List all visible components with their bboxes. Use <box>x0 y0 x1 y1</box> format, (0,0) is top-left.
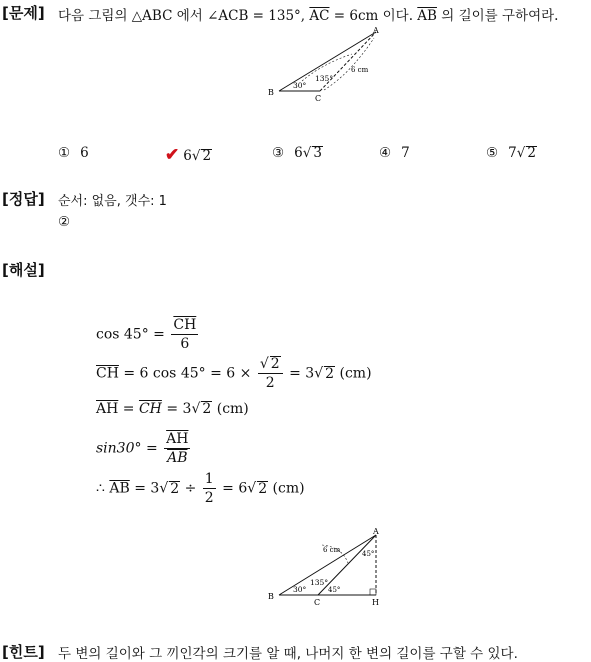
fig2-vertex-c: C <box>314 598 321 607</box>
hint-label: [힌트] <box>2 643 45 661</box>
triangle-figure-1 <box>262 24 392 104</box>
eq4-fraction <box>164 430 190 467</box>
eq2-unit: (cm) <box>335 365 372 382</box>
choice-2-radicand: 2 <box>202 148 212 164</box>
eq3-val: = 3 <box>161 401 192 417</box>
problem-text-before: 다음 그림의 △ABC 에서 ∠ACB = 135°, <box>58 8 310 24</box>
equation-2 <box>96 355 372 392</box>
answer-line-2: ② <box>58 214 71 230</box>
eq4-lhs: sin30° = <box>96 440 163 457</box>
fig2-angle-b: 30° <box>293 585 307 594</box>
eq5-denominator: 2 <box>204 490 214 506</box>
equation-3 <box>96 401 249 417</box>
choice-4-number: ④ <box>379 145 392 161</box>
eq5-therefore: ∴ <box>96 480 110 497</box>
eq3-ch: $\overline{CH}$ <box>138 401 162 417</box>
fig1-side-ac: 6 cm <box>351 66 369 74</box>
eq4-denominator: AB <box>167 450 188 466</box>
fig1-angle-c: 135° <box>315 74 334 83</box>
choice-3-number: ③ <box>272 145 285 161</box>
eq2-radicand: 2 <box>325 365 335 382</box>
choice-5-sqrt-sign: √ <box>516 145 526 161</box>
choice-5-value: 7 <box>508 145 517 161</box>
segment-ab: $\overline{AB}$ <box>417 8 437 24</box>
fig2-side-ac: 6 cm <box>323 546 341 554</box>
eq1-lhs: cos 45° = <box>96 326 170 343</box>
fig2-vertex-a: A <box>373 527 379 536</box>
eq5-numerator: 1 <box>204 471 214 487</box>
hint-text: 두 변의 길이와 그 끼인각의 크기를 알 때, 나머지 한 변의 길이를 구할 수 있다. <box>58 646 518 662</box>
choice-3[interactable] <box>272 145 323 161</box>
eq5-ab: $\overline{AB}$ <box>109 480 130 497</box>
fig1-angle-b: 30° <box>293 81 307 90</box>
eq2-numerator-sqrt-sign: √ <box>259 356 269 372</box>
choice-5-number: ⑤ <box>486 145 499 161</box>
segment-ac: $\overline{AC}$ <box>309 8 330 24</box>
equation-5 <box>96 470 305 507</box>
explanation-label: [해설] <box>2 261 45 279</box>
equation-1 <box>96 316 200 353</box>
eq1-numerator: $\overline{CH}$ <box>173 317 197 333</box>
problem-label: [문제] <box>2 4 45 22</box>
eq2-eq: = 3 <box>284 365 315 382</box>
eq2-numerator-radicand: 2 <box>270 356 280 372</box>
triangle-figure-2 <box>262 525 392 607</box>
eq5-eq: = 3 <box>129 480 160 497</box>
eq5-res: = 6 <box>217 480 248 497</box>
answer-label: [정답] <box>2 190 45 208</box>
fig1-vertex-c: C <box>315 94 322 103</box>
eq2-mid: = 6 cos 45° = 6 × <box>118 365 256 382</box>
fig2-vertex-b: B <box>268 592 274 601</box>
choice-3-sqrt-sign: √ <box>302 145 312 161</box>
eq5-result-radicand: 2 <box>258 480 268 497</box>
choice-4-value: 7 <box>401 145 410 161</box>
choice-4[interactable] <box>379 145 410 161</box>
eq1-fraction <box>171 316 198 353</box>
eq3-unit: (cm) <box>212 401 249 417</box>
fig2-vertex-h: H <box>372 598 379 607</box>
eq5-radicand: 2 <box>170 480 180 497</box>
choice-1-number: ① <box>58 145 71 161</box>
checkmark-icon: ✔ <box>165 145 180 165</box>
eq2-denominator: 2 <box>265 375 275 391</box>
eq3-radicand: 2 <box>202 401 212 417</box>
eq5-fraction <box>203 470 216 507</box>
eq1-denominator: 6 <box>180 336 190 352</box>
problem-text-after: 의 길이를 구하여라. <box>436 8 559 24</box>
choice-5-radicand: 2 <box>527 145 536 161</box>
eq2-sqrt-sign: √ <box>314 365 324 382</box>
eq5-sqrt-sign: √ <box>159 480 169 497</box>
answer-line-1: 순서: 없음, 갯수: 1 <box>58 194 167 209</box>
choice-3-radicand: 3 <box>313 145 322 161</box>
choice-1[interactable] <box>58 145 89 161</box>
fig2-angle-c: 135° <box>310 578 329 587</box>
fig2-angle-ext: 45° <box>328 586 341 594</box>
eq4-numerator: $\overline{AH}$ <box>166 431 189 447</box>
eq3-sqrt-sign: √ <box>191 401 201 417</box>
equation-4 <box>96 430 192 467</box>
eq3-eq: = <box>118 401 139 417</box>
choice-2[interactable] <box>165 145 212 165</box>
eq2-numerator <box>258 355 283 374</box>
choice-5[interactable] <box>486 145 537 161</box>
choice-2-sqrt-sign: √ <box>191 148 201 164</box>
fig2-angle-a: 45° <box>362 550 375 558</box>
problem-text-mid: = 6cm 이다. <box>329 8 418 24</box>
problem-text <box>58 4 558 24</box>
fig1-vertex-a: A <box>373 26 379 35</box>
eq5-result-sqrt-sign: √ <box>247 480 257 497</box>
choice-1-value: 6 <box>80 145 89 161</box>
choice-3-value: 6 <box>294 145 303 161</box>
eq2-fraction <box>258 355 283 392</box>
fig1-vertex-b: B <box>268 88 274 97</box>
eq3-ah: $\overline{AH}$ <box>96 401 119 417</box>
eq5-unit: (cm) <box>268 480 305 497</box>
choice-2-value: 6 <box>183 148 192 164</box>
eq2-ch: $\overline{CH}$ <box>96 365 119 382</box>
eq5-div: ÷ <box>180 480 201 497</box>
